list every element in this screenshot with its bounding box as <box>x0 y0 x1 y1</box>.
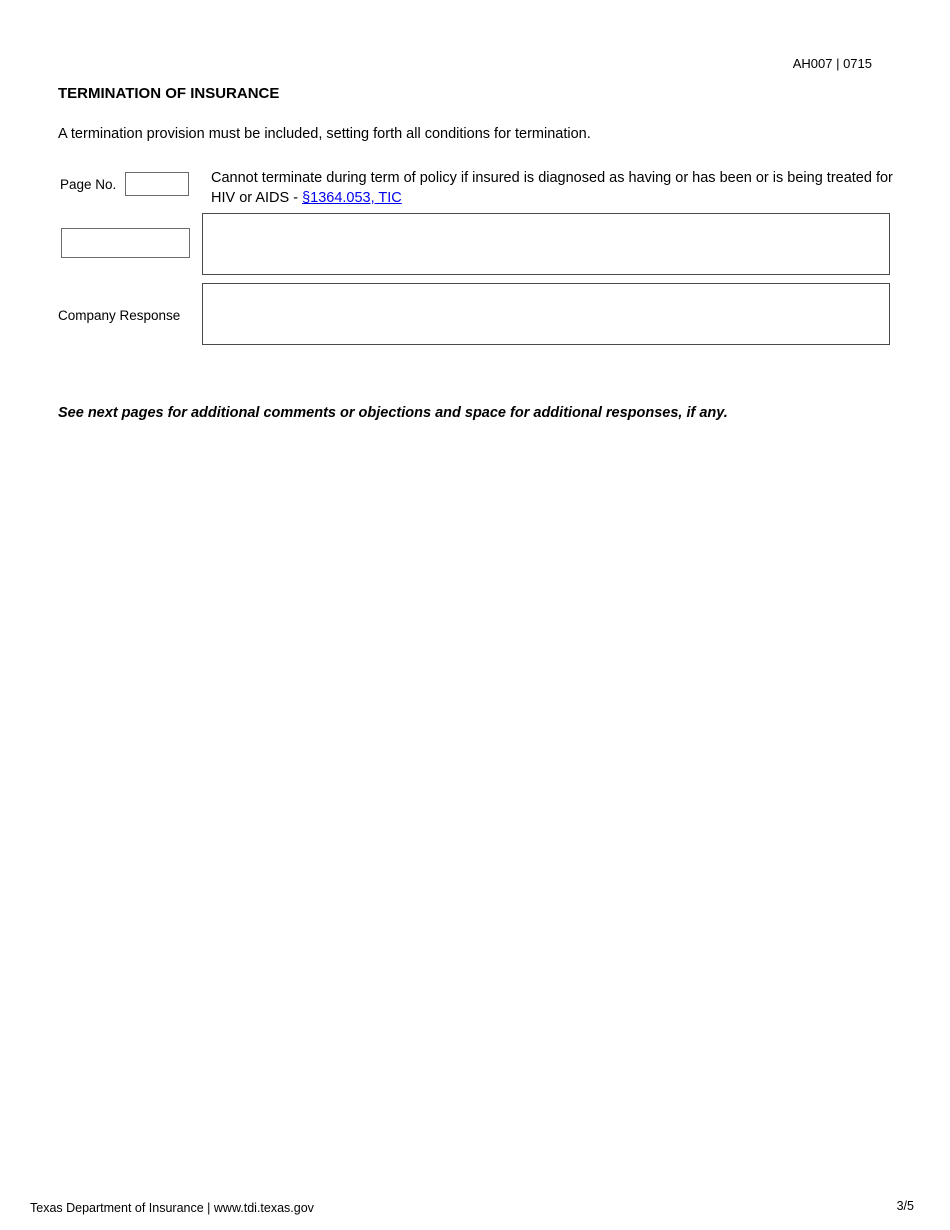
section-title: TERMINATION OF INSURANCE <box>58 85 280 102</box>
objection-text-field[interactable] <box>202 213 890 275</box>
objection-code-input[interactable] <box>61 228 190 258</box>
page-indicator: 3/5 <box>896 1199 914 1213</box>
page-no-label: Page No. <box>60 177 117 192</box>
citation-link[interactable]: §1364.053, TIC <box>302 190 402 206</box>
section-intro: A termination provision must be included, setting forth all conditions for termination. <box>58 126 591 142</box>
footer-agency: Texas Department of Insurance | www.tdi.texas.gov <box>30 1201 314 1215</box>
company-response-field[interactable] <box>202 283 890 345</box>
requirement-text-body: Cannot terminate during term of policy if insured is diagnosed as having or has been or is being treated for HIV or AIDS - <box>211 170 893 206</box>
see-next-pages-note: See next pages for additional comments or objections and space for additional responses, if any. <box>58 405 728 421</box>
page-no-input[interactable] <box>125 172 189 196</box>
company-response-label: Company Response <box>58 308 181 323</box>
requirement-text <box>211 168 901 208</box>
form-id: AH007 | 0715 <box>792 56 872 71</box>
